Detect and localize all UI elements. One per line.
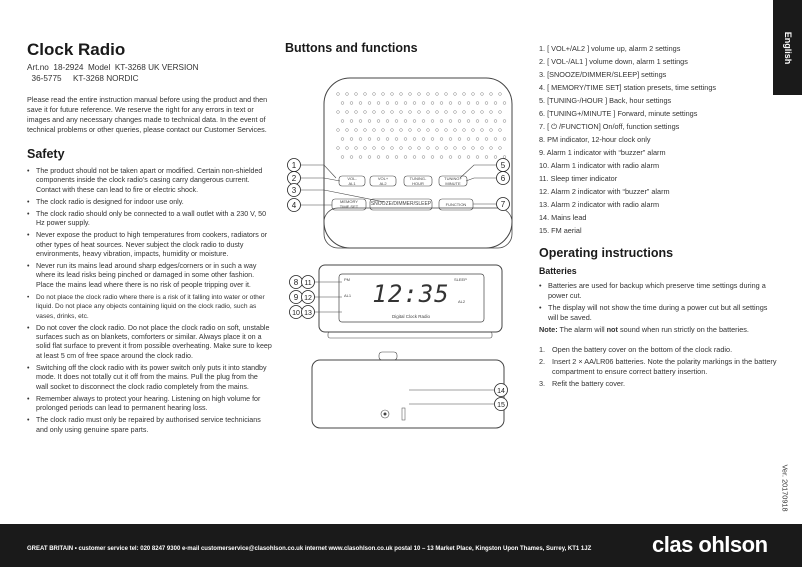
grille-hole [445, 129, 448, 132]
grille-hole [499, 93, 502, 96]
note-pre: The alarm will [557, 325, 607, 335]
grille-hole [476, 120, 479, 123]
svg-text:14: 14 [497, 388, 505, 395]
grille-hole [458, 138, 461, 141]
svg-text:13: 13 [304, 310, 312, 317]
memory-label: MEMORY TIME SET [339, 199, 359, 209]
grille-hole [499, 147, 502, 150]
grille-hole [395, 102, 398, 105]
grille-hole [440, 138, 443, 141]
grille-hole [391, 129, 394, 132]
function-item: 14. Mains lead [539, 213, 587, 222]
back-view-body [312, 360, 504, 428]
step-text: Open the battery cover on the bottom of the clock radio. [552, 345, 733, 355]
function-item: 3. [SNOOZE/DIMMER/SLEEP] settings [539, 70, 667, 79]
function-item: 1. [ VOL+/AL2 ] volume up, alarm 2 settings [539, 44, 681, 53]
svg-text:7: 7 [500, 200, 506, 209]
grille-hole [341, 138, 344, 141]
grille-hole [431, 102, 434, 105]
grille-hole [404, 120, 407, 123]
battery-list [539, 281, 779, 322]
grille-hole [422, 120, 425, 123]
grille-hole [350, 138, 353, 141]
svg-text:2: 2 [291, 174, 297, 183]
grille-hole [449, 102, 452, 105]
grille-hole [346, 93, 349, 96]
function-item: 2. [ VOL-/AL1 ] volume down, alarm 1 settings [539, 57, 688, 66]
function-item: 7. [ ⏻ /FUNCTION] On/off, function settings [539, 122, 680, 131]
svg-text:3: 3 [291, 186, 297, 195]
function-item: 9. Alarm 1 indicator with “buzzer” alarm [539, 148, 666, 157]
safety-item: • Remember always to protect your hearing. Listening on high volume for prolonged periods can lead to permanent hearing loss. [27, 395, 272, 414]
grille-hole [436, 111, 439, 114]
grille-hole [400, 129, 403, 132]
svg-text:15: 15 [497, 402, 505, 409]
step-number: 1. [539, 345, 546, 355]
grille-hole [346, 111, 349, 114]
grille-hole [445, 111, 448, 114]
grille-hole [364, 147, 367, 150]
grille-hole [436, 129, 439, 132]
grille-hole [391, 93, 394, 96]
grille-hole [409, 147, 412, 150]
safety-item: • The product should not be taken apart or modified. Certain non-shielded components inside the clock radio’s casing carry dangerous current. Contact with these can lead to fire or electric shock. [27, 167, 272, 195]
grille-hole [467, 156, 470, 159]
grille-hole [391, 111, 394, 114]
grille-hole [485, 138, 488, 141]
grille-hole [422, 138, 425, 141]
art-line-1: Art.no 18-2924 Model KT-3268 UK VERSION [27, 63, 199, 72]
grille-hole [485, 102, 488, 105]
grille-hole [337, 111, 340, 114]
grille-hole [454, 93, 457, 96]
grille-hole [337, 147, 340, 150]
grille-hole [440, 156, 443, 159]
function-item: 11. Sleep timer indicator [539, 174, 618, 183]
svg-text:5: 5 [500, 161, 506, 170]
display-time: 12:35 [372, 280, 450, 308]
al2-indicator: AL2 [458, 299, 466, 304]
grille-hole [481, 147, 484, 150]
grille-hole [481, 93, 484, 96]
art-numbers [27, 62, 272, 84]
grille-hole [364, 93, 367, 96]
grille-hole [490, 111, 493, 114]
grille-hole [409, 129, 412, 132]
top-view-body [324, 78, 512, 248]
grille-hole [382, 111, 385, 114]
svg-text:11: 11 [304, 280, 312, 287]
function-item: 10. Alarm 1 indicator with radio alarm [539, 161, 660, 170]
function-item: 6. [TUNING+/MINUTE ] Forward, minute settings [539, 109, 698, 118]
batteries-heading: Batteries [539, 266, 577, 276]
footer [0, 524, 802, 567]
grille-hole [368, 138, 371, 141]
safety-item: • Do not cover the clock radio. Do not place the clock radio on soft, unstable surfaces such as on blankets, comforters or similar. Always place it on a solid flat surface to prevent it from possible overheating. Make sure to keep at least 5 cm of free space around the clock radio. [27, 324, 272, 362]
grille-hole [382, 129, 385, 132]
grille-hole [368, 102, 371, 105]
grille-hole [503, 138, 506, 141]
sleep-indicator: SLEEP [454, 277, 467, 282]
display-brand: Digital Clock Radio [391, 314, 430, 319]
grille-hole [463, 129, 466, 132]
grille-hole [476, 102, 479, 105]
svg-text:4: 4 [291, 201, 297, 210]
functions-list [539, 42, 779, 237]
battery-item: • Batteries are used for backup which preserve time settings during a power cut. [539, 281, 779, 300]
step-text: Insert 2 × AA/LR06 batteries. Note the polarity markings in the battery compartment to ensure correct battery insertion. [552, 357, 777, 377]
grille-hole [355, 147, 358, 150]
grille-hole [364, 111, 367, 114]
grille-hole [409, 111, 412, 114]
function-item: 8. PM indicator, 12-hour clock only [539, 135, 651, 144]
grille-hole [431, 138, 434, 141]
grille-hole [413, 138, 416, 141]
grille-hole [422, 102, 425, 105]
grille-hole [359, 156, 362, 159]
grille-hole [355, 111, 358, 114]
grille-hole [341, 156, 344, 159]
grille-hole [458, 120, 461, 123]
grille-hole [359, 138, 362, 141]
function-item: 12. Alarm 2 indicator with “buzzer” alarm [539, 187, 670, 196]
grille-hole [449, 138, 452, 141]
grille-hole [494, 102, 497, 105]
art-line-2: 36-5775 KT-3268 NORDIC [27, 74, 139, 83]
svg-text:8: 8 [293, 278, 299, 287]
battery-item: • The display will not show the time during a power cut but all settings will be saved. [539, 303, 779, 322]
grille-hole [418, 93, 421, 96]
grille-hole [436, 93, 439, 96]
grille-hole [503, 156, 506, 159]
callout-line-1 [300, 165, 336, 178]
grille-hole [476, 156, 479, 159]
grille-hole [427, 147, 430, 150]
grille-hole [373, 93, 376, 96]
grille-hole [418, 111, 421, 114]
grille-hole [490, 93, 493, 96]
grille-hole [409, 93, 412, 96]
grille-hole [404, 156, 407, 159]
grille-hole [472, 129, 475, 132]
al1-indicator: AL1 [344, 293, 352, 298]
note-post: sound when run strictly on the batteries. [617, 325, 749, 335]
grille-hole [386, 102, 389, 105]
function-item: 4. [ MEMORY/TIME SET] station presets, time settings [539, 83, 717, 92]
grille-hole [463, 147, 466, 150]
grille-hole [400, 147, 403, 150]
grille-hole [454, 147, 457, 150]
grille-hole [463, 93, 466, 96]
grille-hole [359, 102, 362, 105]
function-label: FUNCTION [445, 202, 467, 207]
grille-hole [503, 102, 506, 105]
grille-hole [431, 156, 434, 159]
grille-hole [499, 111, 502, 114]
right-column [539, 42, 779, 391]
grille-hole [377, 156, 380, 159]
grille-hole [458, 156, 461, 159]
grille-hole [481, 111, 484, 114]
grille-hole [382, 93, 385, 96]
grille-hole [395, 156, 398, 159]
grille-hole [485, 120, 488, 123]
note-label: Note: [539, 325, 558, 335]
version-label: Ver. 20170918 [780, 464, 790, 512]
grille-hole [472, 147, 475, 150]
safety-item: • Never run its mains lead around sharp edges/corners or in such a way where its lead risks being pinched or damaged in some other fashion. Place the mains lead where there is no risk of people tripping over it. [27, 262, 272, 290]
grille-hole [373, 111, 376, 114]
grille-hole [373, 147, 376, 150]
brand-logo: clas ohlson [652, 532, 768, 557]
grille-hole [494, 138, 497, 141]
grille-hole [485, 156, 488, 159]
grille-hole [368, 156, 371, 159]
grille-hole [418, 129, 421, 132]
grille-hole [377, 120, 380, 123]
grille-hole [436, 147, 439, 150]
grille-hole [386, 120, 389, 123]
left-column [27, 40, 272, 438]
grille-hole [440, 120, 443, 123]
safety-item: • The clock radio should only be connected to a wall outlet with a 230 V, 50 Hz power supply. [27, 210, 272, 229]
grille-hole [346, 129, 349, 132]
grille-hole [481, 129, 484, 132]
grille-hole [368, 120, 371, 123]
grille-hole [454, 111, 457, 114]
grille-hole [467, 120, 470, 123]
grille-hole [422, 156, 425, 159]
grille-hole [413, 156, 416, 159]
step-item [539, 345, 779, 355]
grille-hole [350, 102, 353, 105]
grille-hole [458, 102, 461, 105]
safety-item: • Switching off the clock radio with its power switch only puts it into standby mode. It does not totally cut it off from the mains. Pull the plug from the wall socket to disconnect the clock radio completely from the mains. [27, 364, 272, 392]
safety-item: • The clock radio must only be repaired by authorised service technicians and only using genuine spare parts. [27, 416, 272, 435]
speaker-grille [337, 93, 506, 159]
grille-hole [359, 120, 362, 123]
grille-hole [472, 111, 475, 114]
grille-hole [404, 102, 407, 105]
footer-contact-info: GREAT BRITAIN • customer service tel: 020 8247 9300 e-mail customerservice@clasohlson.co.uk internet www.clasohlson.co.uk postal 10 – 13 Market Place, Kingston Upon Thames, Surrey, KT1 1JZ [27, 546, 592, 552]
grille-hole [413, 102, 416, 105]
grille-hole [467, 138, 470, 141]
grille-hole [373, 129, 376, 132]
svg-text:12: 12 [304, 295, 312, 302]
vol-minus-label: VOL- AL1 [347, 176, 357, 186]
vol-plus-label: VOL+ AL2 [377, 176, 389, 186]
grille-hole [472, 93, 475, 96]
battery-steps [539, 345, 779, 389]
grille-hole [386, 156, 389, 159]
grille-hole [494, 156, 497, 159]
grille-hole [350, 120, 353, 123]
grille-hole [449, 120, 452, 123]
grille-hole [463, 111, 466, 114]
intro-text: Please read the entire instruction manual before using the product and then save it for future reference. We reserve the right for any errors in text or images and any necessary changes made to technical data. In the event of technical problems or other queries, please contact our Customer Services. [27, 95, 268, 134]
grille-hole [377, 138, 380, 141]
grille-hole [341, 120, 344, 123]
grille-hole [364, 129, 367, 132]
grille-hole [503, 120, 506, 123]
clock-radio-diagram [284, 60, 534, 515]
grille-hole [445, 93, 448, 96]
function-item: 15. FM aerial [539, 226, 582, 235]
svg-text:9: 9 [293, 293, 299, 302]
grille-hole [499, 129, 502, 132]
step-item [539, 379, 779, 389]
buttons-heading: Buttons and functions [285, 41, 418, 55]
pm-indicator: PM [344, 277, 350, 282]
top-view-base [324, 208, 512, 248]
grille-hole [476, 138, 479, 141]
grille-hole [449, 156, 452, 159]
grille-hole [355, 93, 358, 96]
language-tab-label: English [782, 31, 793, 65]
step-item [539, 357, 779, 377]
function-item: 13. Alarm 2 indicator with radio alarm [539, 200, 660, 209]
grille-hole [490, 147, 493, 150]
grille-hole [377, 102, 380, 105]
grille-hole [490, 129, 493, 132]
svg-text:10: 10 [292, 310, 300, 317]
grille-hole [440, 102, 443, 105]
step-text: Refit the battery cover. [552, 379, 626, 389]
grille-hole [382, 147, 385, 150]
grille-hole [494, 120, 497, 123]
function-item: 5. [TUNING-/HOUR ] Back, hour settings [539, 96, 672, 105]
step-number: 2. [539, 357, 546, 367]
grille-hole [467, 102, 470, 105]
safety-heading: Safety [27, 147, 65, 161]
grille-hole [431, 120, 434, 123]
grille-hole [418, 147, 421, 150]
safety-list [27, 167, 272, 435]
grille-hole [341, 102, 344, 105]
safety-item: • The clock radio is designed for indoor use only. [27, 198, 272, 207]
grille-hole [413, 120, 416, 123]
grille-hole [337, 129, 340, 132]
grille-hole [427, 93, 430, 96]
safety-item: • Never expose the product to high temperatures from cookers, radiators or other types of heat sources. Never subject the clock radio to dusty environments, heavy vibration, impacts, humidity or moisture. [27, 231, 272, 259]
snooze-label: SNOOZE/DIMMER/SLEEP [370, 201, 432, 207]
svg-text:6: 6 [500, 174, 506, 183]
grille-hole [427, 129, 430, 132]
grille-hole [391, 147, 394, 150]
grille-hole [355, 129, 358, 132]
grille-hole [427, 111, 430, 114]
tuning-plus-label: TUNING+ MINUTE [444, 176, 462, 186]
grille-hole [350, 156, 353, 159]
tuning-minus-label: TUNING- HOUR [409, 176, 427, 186]
grille-hole [445, 147, 448, 150]
grille-hole [400, 111, 403, 114]
grille-hole [404, 138, 407, 141]
safety-item: • Do not place the clock radio where there is a risk of it falling into water or other liquid. Do not place any objects containing liquid on the clock radio, such as vases, drinks, etc. [27, 293, 272, 321]
battery-note [539, 325, 779, 335]
page-title: Clock Radio [27, 40, 126, 59]
operating-heading: Operating instructions [539, 246, 674, 260]
grille-hole [386, 138, 389, 141]
grille-hole [337, 93, 340, 96]
note-bold: not [606, 325, 618, 335]
grille-hole [454, 129, 457, 132]
step-number: 3. [539, 379, 546, 389]
svg-text:1: 1 [291, 161, 297, 170]
grille-hole [395, 138, 398, 141]
grille-hole [400, 93, 403, 96]
grille-hole [346, 147, 349, 150]
grille-hole [395, 120, 398, 123]
